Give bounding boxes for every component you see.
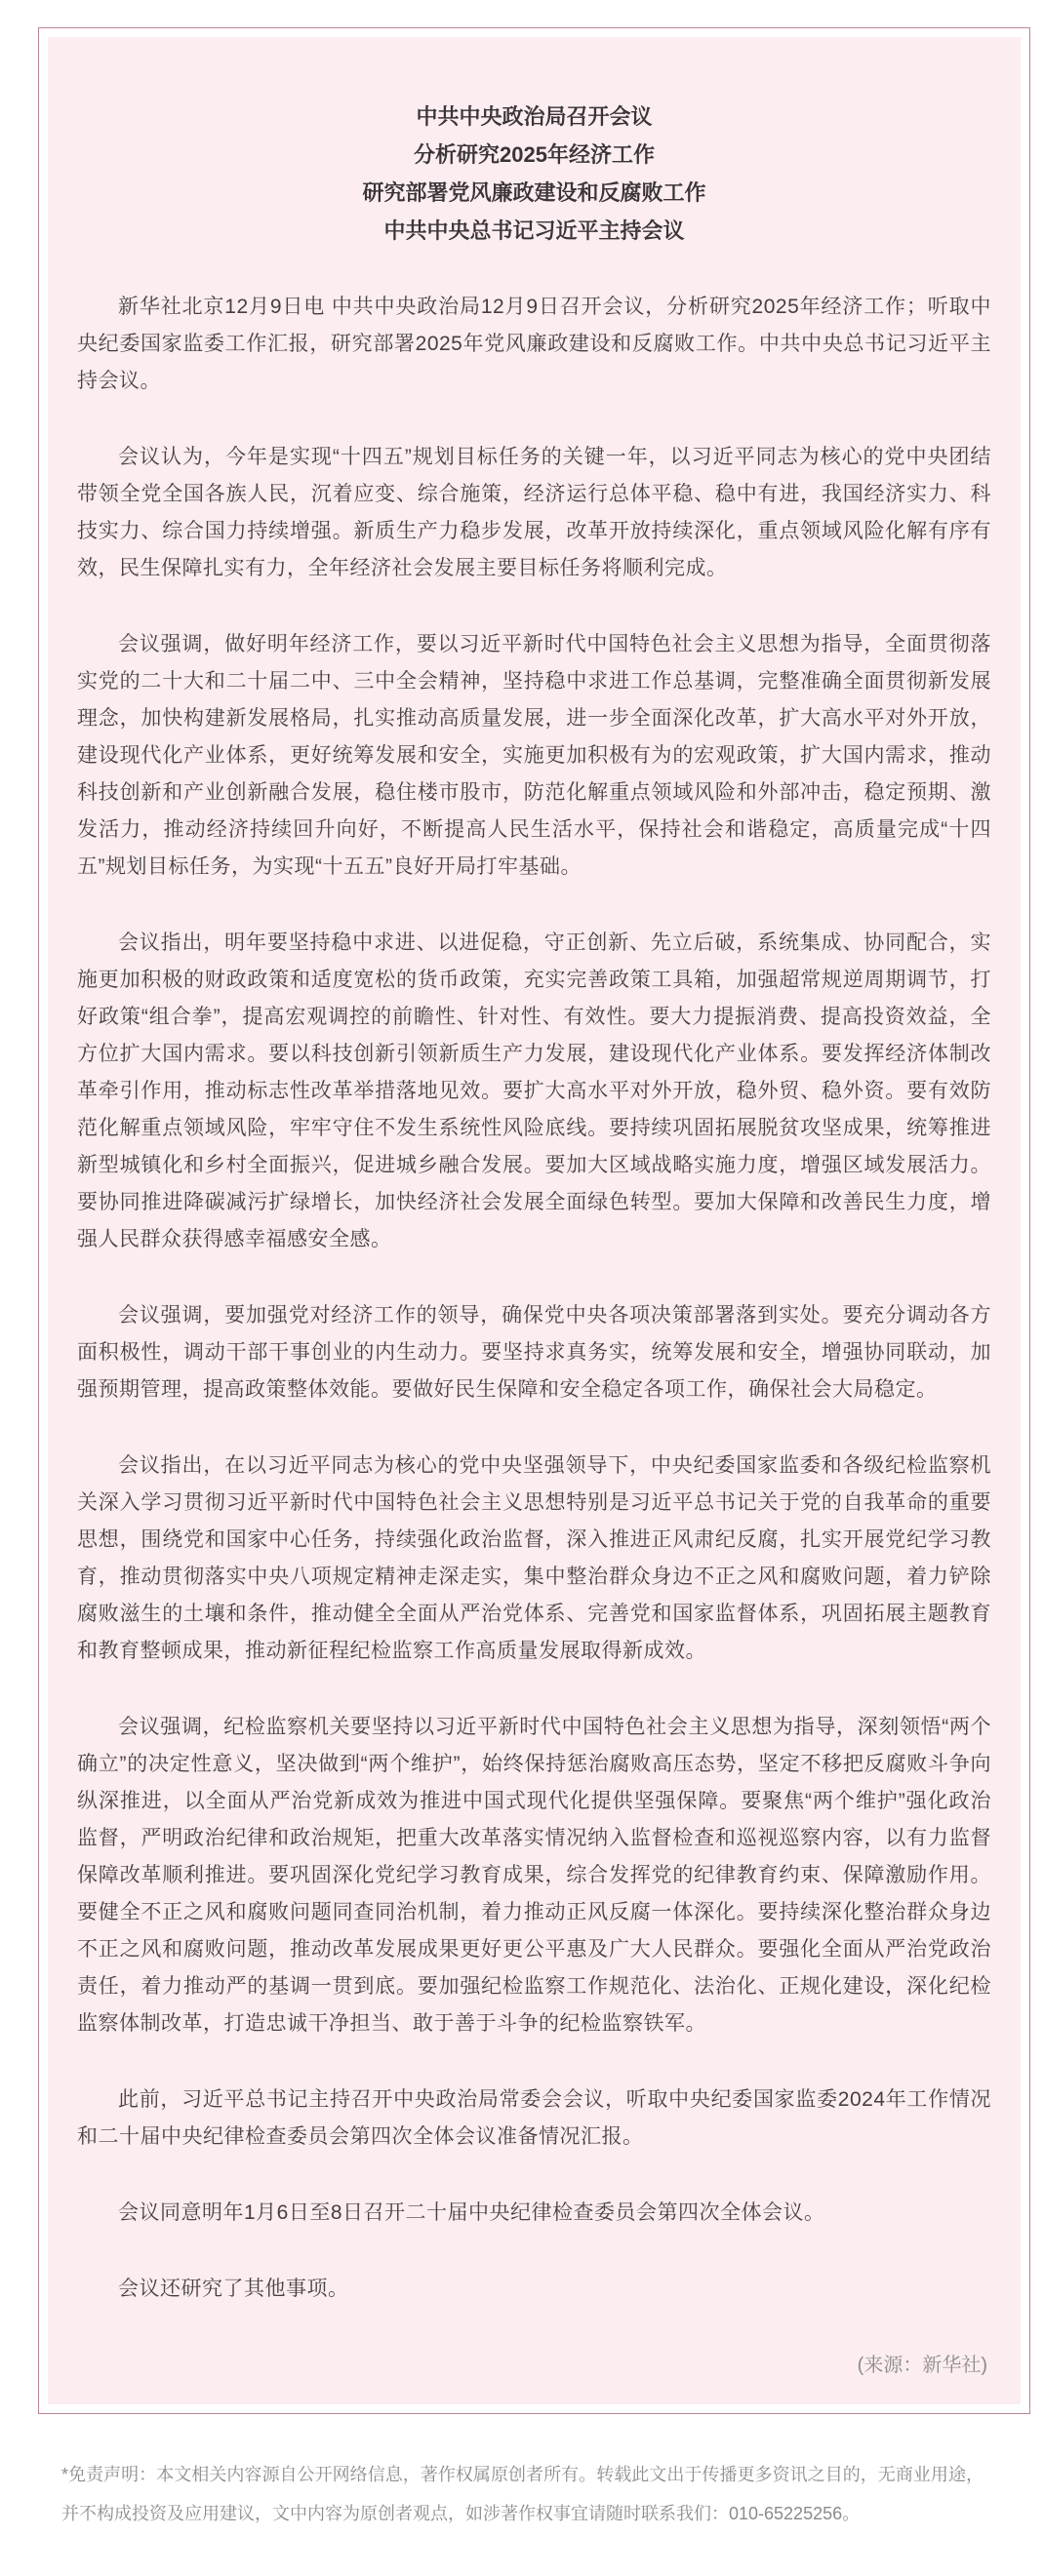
article-paragraph: 会议同意明年1月6日至8日召开二十届中央纪律检查委员会第四次全体会议。 <box>118 2201 825 2224</box>
disclaimer-text: *免责声明：本文相关内容源自公开网络信息，著作权属原创者所有。转载此文出于传播更多资讯之目的，无商业用途，并不构成投资及应用建议，文中内容为原创者观点，如涉著作权事宜请随时联系我们：010-65225256。 <box>61 2465 984 2523</box>
article-title <box>77 98 991 250</box>
article-paragraph: 会议强调，纪检监察机关要坚持以习近平新时代中国特色社会主义思想为指导，深刻领悟“两个确立”的决定性意义，坚决做到“两个维护”，始终保持惩治腐败高压态势，坚定不移把反腐败斗争向纵深推进，以全面从严治党新成效为推进中国式现代化提供坚强保障。要聚焦“两个维护”强化政治监督，严明政治纪律和政治规矩，把重大改革落实情况纳入监督检查和巡视巡察内容，以有力监督保障改革顺利推进。要巩固深化党纪学习教育成果，综合发挥党的纪律教育约束、保障激励作用。要健全不正之风和腐败问题同查同治机制，着力推动正风反腐一体深化。要持续深化整治群众身边不正之风和腐败问题，推动改革发展成果更好更公平惠及广大人民群众。要强化全面从严治党政治责任，着力推动严的基调一贯到底。要加强纪检监察工作规范化、法治化、正规化建设，深化纪检监察体制改革，打造忠诚干净担当、敢于善于斗争的纪检监察铁军。 <box>77 1716 991 2035</box>
article-paragraph: 新华社北京12月9日电 中共中央政治局12月9日召开会议，分析研究2025年经济工作；听取中央纪委国家监委工作汇报，研究部署2025年党风廉政建设和反腐败工作。中共中央总书记习近平主持会议。 <box>77 296 991 392</box>
title-line-1: 中共中央政治局召开会议 <box>416 104 653 129</box>
article-paragraph: 会议强调，做好明年经济工作，要以习近平新时代中国特色社会主义思想为指导，全面贯彻落实党的二十大和二十届二中、三中全会精神，坚持稳中求进工作总基调，完整准确全面贯彻新发展理念，加快构建新发展格局，扎实推动高质量发展，进一步全面深化改革，扩大高水平对外开放，建设现代化产业体系，更好统筹发展和安全，实施更加积极有为的宏观政策，扩大国内需求，推动科技创新和产业创新融合发展，稳住楼市股市，防范化解重点领域风险和外部冲击，稳定预期、激发活力，推动经济持续回升向好，不断提高人民生活水平，保持社会和谐稳定，高质量完成“十四五”规划目标任务，为实现“十五五”良好开局打牢基础。 <box>77 633 991 878</box>
article-panel <box>48 37 1021 2404</box>
article-paragraph: 此前，习近平总书记主持召开中央政治局常委会会议，听取中央纪委国家监委2024年工作情况和二十届中央纪律检查委员会第四次全体会议准备情况汇报。 <box>77 2088 991 2148</box>
source-line: (来源：新华社) <box>857 2355 987 2376</box>
article-paragraph: 会议认为，今年是实现“十四五”规划目标任务的关键一年，以习近平同志为核心的党中央团结带领全党全国各族人民，沉着应变、综合施策，经济运行总体平稳、稳中有进，我国经济实力、科技实力、综合国力持续增强。新质生产力稳步发展，改革开放持续深化，重点领域风险化解有序有效，民生保障扎实有力，全年经济社会发展主要目标任务将顺利完成。 <box>77 446 991 579</box>
article-paragraph: 会议指出，在以习近平同志为核心的党中央坚强领导下，中央纪委国家监委和各级纪检监察机关深入学习贯彻习近平新时代中国特色社会主义思想特别是习近平总书记关于党的自我革命的重要思想，围绕党和国家中心任务，持续强化政治监督，深入推进正风肃纪反腐，扎实开展党纪学习教育，推动贯彻落实中央八项规定精神走深走实，集中整治群众身边不正之风和腐败问题，着力铲除腐败滋生的土壤和条件，推动健全全面从严治党体系、完善党和国家监督体系，巩固拓展主题教育和教育整顿成果，推动新征程纪检监察工作高质量发展取得新成效。 <box>77 1454 991 1662</box>
article-paragraph: 会议强调，要加强党对经济工作的领导，确保党中央各项决策部署落到实处。要充分调动各方面积极性，调动干部干事创业的内生动力。要坚持求真务实，统筹发展和安全，增强协同联动，加强预期管理，提高政策整体效能。要做好民生保障和安全稳定各项工作，确保社会大局稳定。 <box>77 1304 991 1401</box>
title-line-4: 中共中央总书记习近平主持会议 <box>383 218 685 243</box>
article-paragraph: 会议指出，明年要坚持稳中求进、以进促稳，守正创新、先立后破，系统集成、协同配合，实施更加积极的财政政策和适度宽松的货币政策，充实完善政策工具箱，加强超常规逆周期调节，打好政策“组合拳”，提高宏观调控的前瞻性、针对性、有效性。要大力提振消费、提高投资效益，全方位扩大国内需求。要以科技创新引领新质生产力发展，建设现代化产业体系。要发挥经济体制改革牵引作用，推动标志性改革举措落地见效。要扩大高水平对外开放，稳外贸、稳外资。要有效防范化解重点领域风险，牢牢守住不发生系统性风险底线。要持续巩固拓展脱贫攻坚成果，统筹推进新型城镇化和乡村全面振兴，促进城乡融合发展。要加大区域战略实施力度，增强区域发展活力。要协同推进降碳减污扩绿增长，加快经济社会发展全面绿色转型。要加大保障和改善民生力度，增强人民群众获得感幸福感安全感。 <box>77 931 991 1250</box>
title-line-2: 分析研究2025年经济工作 <box>414 142 655 167</box>
article-paragraph: 会议还研究了其他事项。 <box>118 2278 349 2300</box>
title-line-3: 研究部署党风廉政建设和反腐败工作 <box>362 180 706 205</box>
page <box>0 27 1044 2576</box>
article-card <box>38 27 1030 2414</box>
